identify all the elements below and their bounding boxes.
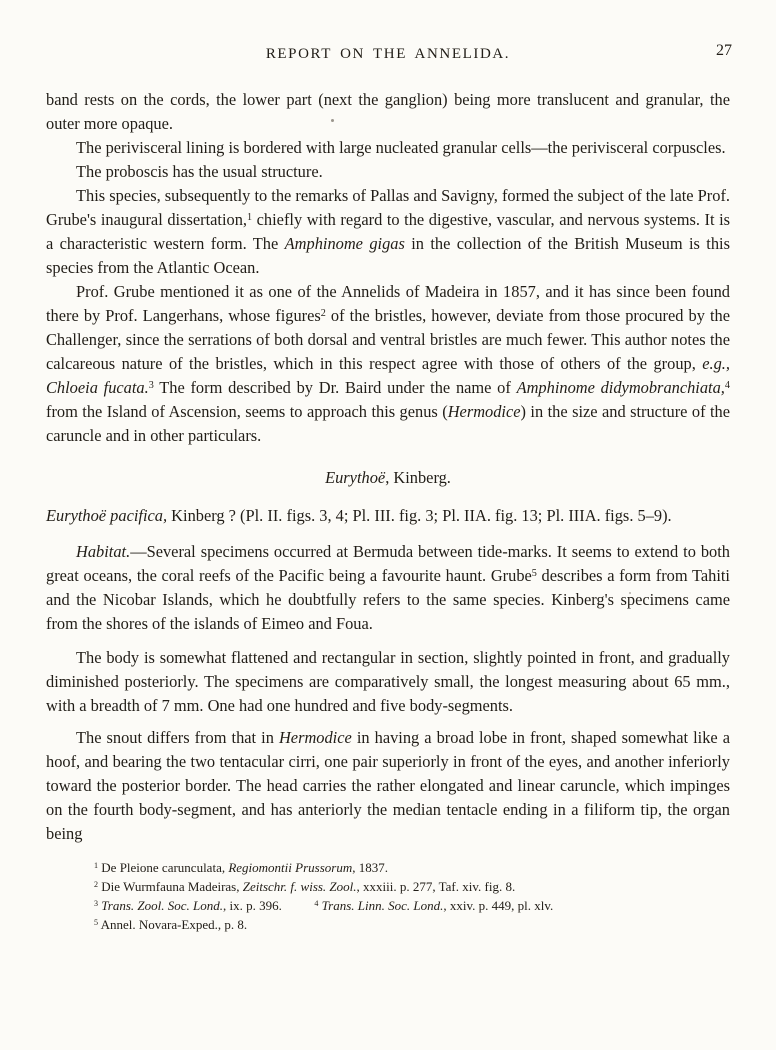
text-run: De Pleione carunculata, [98, 860, 229, 875]
text-run: , Kinberg. [385, 468, 451, 487]
text-run: Trans. Zool. Soc. Lond. [101, 898, 224, 913]
text-run: Amphinome didymobranchiata, [516, 378, 725, 397]
text-run: Prof. Grube mentioned it as one of the Annelids of Madeira in 1857, and it has since been found there by Prof. Langerhans, whose figures [46, 282, 730, 325]
text-run: band rests on the cords, the lower part (next the ganglion) being more translucent and granular, the outer more opaque. [46, 90, 730, 133]
text-run: The proboscis has the usual structure. [76, 162, 323, 181]
text-run: ) in the size and structure of the caruncle and in other particulars. [46, 402, 730, 445]
text-run: of the bristles, however, deviate from those procured by the Challenger, since the serrations of both dorsal and ventral bristles are much fewer. This author notes the calcareous nature of the bristles, which in this respect agree with those of others of the group, [46, 306, 730, 373]
text-run: The perivisceral lining is bordered with large nucleated granular cells—the perivisceral corpuscles. [76, 138, 726, 157]
section-heading [46, 466, 730, 490]
text-run: Regiomontii Prussorum [228, 860, 353, 875]
text-run: from the Island of Ascension, seems to approach this genus ( [46, 402, 448, 421]
footnote-marker: 2 [320, 308, 326, 320]
footnote-marker: 3 [94, 899, 99, 909]
footnote-3-4 [94, 896, 730, 915]
footnote-marker: 4 [314, 899, 319, 909]
footnote-marker: 1 [247, 212, 253, 224]
text-run: The body is somewhat flattened and rectangular in section, slightly pointed in front, and gradually diminished posteriorly. The specimens are comparatively small, the longest measuring about 65 mm., with a breadth of 7 mm. One had one hundred and five body-segments. [46, 648, 730, 715]
text-run: —Several specimens occurred at Bermuda between tide-marks. It seems to extend to both great oceans, the coral reefs of the Pacific being a favourite haunt. Grube [46, 542, 730, 585]
habitat-paragraph [46, 540, 730, 636]
text-run: Trans. Linn. Soc. Lond. [321, 898, 444, 913]
text-run: Kinberg ? (Pl. II. figs. 3, 4; Pl. III. fig. 3; Pl. IIA. fig. 13; Pl. IIIA. figs. 5–9). [167, 506, 672, 525]
footnotes [94, 858, 730, 934]
text-run: The snout differs from that in [76, 728, 279, 747]
text-run: Amphinome gigas [284, 234, 405, 253]
text-run: Eurythoë [325, 468, 386, 487]
footnote-marker: 2 [94, 880, 99, 890]
species-line [46, 504, 730, 528]
text-run: Hermodice [447, 402, 521, 421]
paragraph-continuation [46, 88, 730, 136]
body-description-paragraph [46, 646, 730, 718]
running-header [0, 0, 776, 70]
footnote-marker: 5 [531, 568, 537, 580]
text-run: , xxxiii. p. 277, Taf. xiv. fig. 8. [356, 879, 516, 894]
text-run: This species, subsequently to the remarks of Pallas and Savigny, formed the subject of the late Prof. Grube's inaugural dissertation, [46, 186, 730, 229]
snout-paragraph [46, 726, 730, 846]
text-run: e.g., Chloeia fucata. [46, 354, 730, 397]
text-run: , xxiv. p. 449, pl. xlv. [443, 898, 554, 913]
header-title: REPORT ON THE ANNELIDA. [265, 46, 511, 62]
footnote-marker: 4 [724, 380, 730, 392]
page-number: 27 [716, 42, 732, 59]
text-run: in having a broad lobe in front, shaped somewhat like a hoof, and bearing the two tentacular cirri, one pair superiorly in front of the eyes, and another inferiorly toward the posterior border. The head carries the rather elongated and linear caruncle, which impinges on the fourth body-segment, and has anteriorly the median tentacle ending in a filiform tip, the organ being [46, 728, 730, 843]
footnote-5 [94, 915, 730, 934]
page-content [46, 88, 730, 934]
text-run: describes a form from Tahiti and the Nicobar Islands, which he doubtfully refers to the same species. Kinberg's specimens came from the shores of the islands of Eimeo and Foua. [46, 566, 730, 633]
text-run: , ix. p. 396. [223, 898, 315, 913]
footnote-marker: 3 [148, 380, 154, 392]
footnote-2 [94, 877, 730, 896]
text-run: Habitat. [76, 542, 131, 561]
text-run: chiefly with regard to the digestive, vascular, and nervous systems. It is a characteristic western form. The [46, 210, 730, 253]
text-run: , 1837. [352, 860, 388, 875]
text-run: Eurythoë pacifica, [46, 506, 168, 525]
text-run: Hermodice [278, 728, 352, 747]
footnote-1 [94, 858, 730, 877]
text-run: The form described by Dr. Baird under the name of [153, 378, 517, 397]
footnote-marker: 5 [94, 918, 99, 928]
footnote-marker: 1 [94, 861, 99, 871]
text-run: Annel. Novara-Exped., p. 8. [98, 917, 248, 932]
text-run: in the collection of the British Museum is this species from the Atlantic Ocean. [46, 234, 730, 277]
paragraph-proboscis [46, 160, 730, 184]
paragraph-perivisceral [46, 136, 730, 160]
text-run: Zeitschr. f. wiss. Zool. [242, 879, 357, 894]
paragraph-species-history [46, 184, 730, 280]
paragraph-grube-madeira [46, 280, 730, 448]
text-run: Die Wurmfauna Madeiras, [98, 879, 243, 894]
